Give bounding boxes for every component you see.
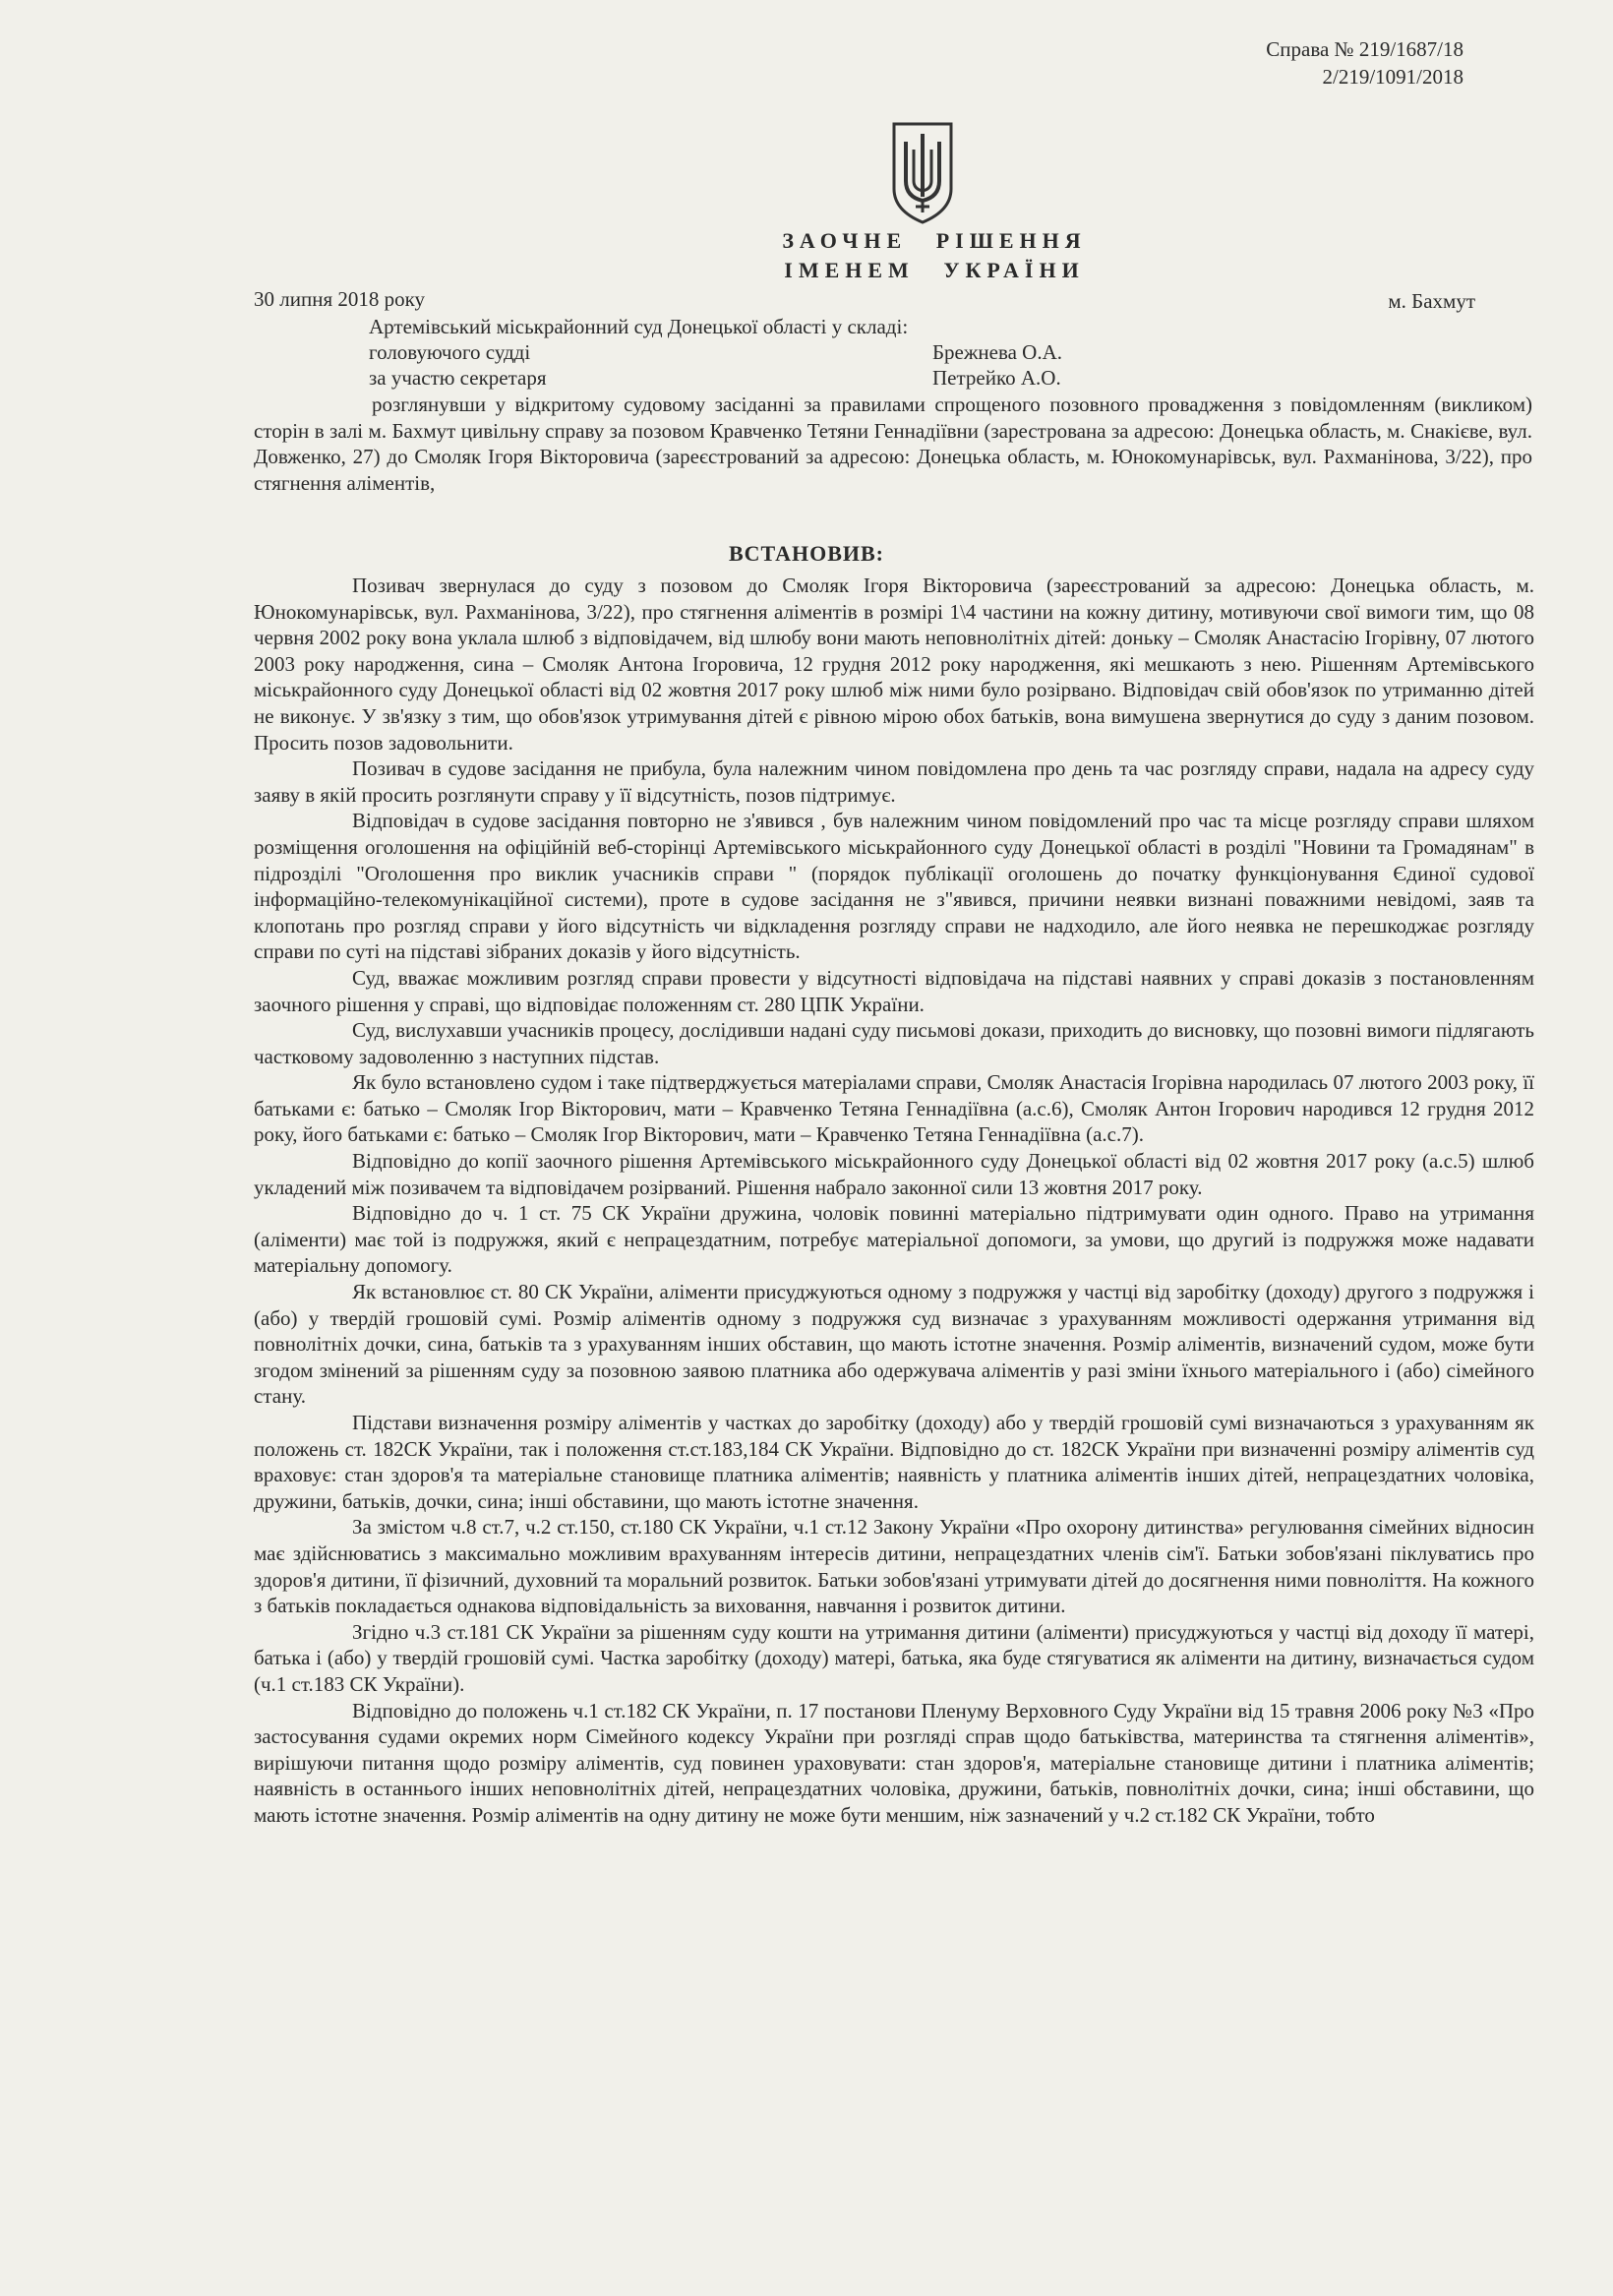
judge-name: Брежнева О.А. <box>932 340 1062 364</box>
proceeding-number: 2/219/1091/2018 <box>1322 65 1464 89</box>
secretary-name: Петрейко А.О. <box>932 366 1061 390</box>
paragraph: Згідно ч.3 ст.181 СК України за рішенням суду кошти на утримання дитини (аліменти) присуджуються у частці від доходу її матері, батька і (або) у твердій грошовій сумі. Частка заробітку (доходу) матері, батька, яка буде стягуватися як аліменти на дитину, визначається судом (ч.1 ст.183 СК України). <box>254 1619 1534 1696</box>
intro-text: розглянувши у відкритому судовому засіданні за правилами спрощеного позовного провадження з повідомленням (викликом) сторін в залі м. Бахмут цивільну справу за позовом Кравченко Тетяни Геннадіївни (зарестрована за адресою: Донецька область, м. Снакієве, вул. Довженко, 27) до Смоляк Ігоря Вікторовича (зареєстрований за адресою: Донецька область, м. Юнокомунарівськ, вул. Рахманінова, 3/22), про стягнення аліментів, <box>254 393 1532 495</box>
decision-city: м. Бахмут <box>1388 289 1475 313</box>
case-number: Справа № 219/1687/18 <box>1266 37 1464 61</box>
judge-label: головуючого судді <box>369 340 531 364</box>
paragraph: Позивач звернулася до суду з позовом до Смоляк Ігоря Вікторовича (зареєстрований за адресою: Донецька область, м. Юнокомунарівськ, вул. Рахманінова, 3/22), про стягнення аліментів в розмірі 1\4 частини на кожну дитину, мотивуючи свої вимоги тим, що 08 червня 2002 року вона уклала шлюб з відповідачем, від шлюбу вони мають неповнолітніх дітей: доньку – Смоляк Анастасію Ігорівну, 07 лютого 2003 року народження, сина – Смоляк Антона Ігоровича, 12 грудня 2012 року народження, які мешкають з нею. Рішенням Артемівського міськрайонного суду Донецької області від 02 жовтня 2017 року шлюб між ними було розірвано. Відповідач свій обов'язок по утриманню дітей не виконує. У зв'язку з тим, що обов'язок утримування дітей є рівною мірою обох батьків, вона вимушена звернутися до суду з даним позовом. Просить позов задовольнити. <box>254 574 1534 755</box>
paragraph: За змістом ч.8 ст.7, ч.2 ст.150, ст.180 СК України, ч.1 ст.12 Закону України «Про охорону дитинства» регулювання сімейних відносин має здійснюватись з максимально можливим врахуванням інтересів дитини, непрацездатних членів сім'ї. Батьки зобов'язані піклуватись про здоров'я дитини, її фізичний, духовний та моральний розвиток. Батьки зобов'язані утримувати дітей до досягнення ними повноліття. На кожного з батьків покладається однакова відповідальність за виховання, навчання і розвиток дитини. <box>254 1515 1534 1618</box>
paragraph: Суд, вислухавши учасників процесу, дослідивши надані суду письмові докази, приходить до висновку, що позовні вимоги підлягають частковому задоволенню з наступних підстав. <box>254 1018 1534 1068</box>
paragraph: Як встановлює ст. 80 СК України, аліменти присуджуються одному з подружжя у частці від заробітку (доходу) другого з подружжя і (або) у твердій грошовій сумі. Розмір аліментів одному з подружжя суд визначає з урахуванням можливості одержання утримання від повнолітніх дочки, сина, батьків та з урахуванням інших обставин, що мають істотне значення. Розмір аліментів, визначений судом, може бути згодом змінений за рішенням суду за позовною заявою платника або одержувача аліментів у разі зміни їхнього матеріального і (або) сімейного стану. <box>254 1280 1534 1409</box>
section-heading: ВСТАНОВИВ: <box>728 541 885 566</box>
paragraph: Позивач в судове засідання не прибула, була належним чином повідомлена про день та час розгляду справи, надала на адресу суду заяву в якій просить розглянути справу у її відсутність, позов підтримує. <box>254 756 1534 807</box>
case-number-block <box>1266 35 1464 91</box>
document-title: ЗАОЧНЕ РІШЕННЯ <box>782 228 1087 253</box>
decision-date: 30 липня 2018 року <box>254 287 426 311</box>
paragraph: Суд, вважає можливим розгляд справи провести у відсутності відповідача на підставі наявних у справі доказів з постановленням заочного рішення у справі, що відповідає положенням ст. 280 ЦПК України. <box>254 965 1534 1016</box>
paragraph: Відповідач в судове засідання повторно не з'явився , був належним чином повідомлений про час та місце розгляду справи шляхом розміщення оголошення на офіційній веб-сторінці Артемівського міськрайонного суду Донецької області в розділі "Новини та Громадянам" в підрозділі "Оголошення про виклик учасників справи " (порядок публікації оголошень до початку функціонування Єдиної судової інформаційно-телекомунікаційної системи), проте в судове засідання не з"явився, причини неявки визнані поважними невідомі, заяв та клопотань про розгляд справи у його відсутність чи відкладення розгляду справи не надходило, але його неявка не перешкоджає розгляду справи по суті на підставі зібраних доказів у його відсутність. <box>254 809 1534 964</box>
secretary-label: за участю секретаря <box>369 366 547 390</box>
paragraph: Як було встановлено судом і таке підтверджується матеріалами справи, Смоляк Анастасія Ігорівна народилась 07 лютого 2003 року, її батьками є: батько – Смоляк Ігор Вікторович, мати – Кравченко Тетяна Геннадіївна (а.с.6), Смоляк Антон Ігорович народився 12 грудня 2012 року, його батьками є: батько – Смоляк Ігор Вікторович, мати – Кравченко Тетяна Геннадіївна (а.с.7). <box>254 1070 1534 1147</box>
court-name: Артемівський міськрайонний суд Донецької області у складі: <box>369 315 909 338</box>
paragraph: Відповідно до ч. 1 ст. 75 СК України дружина, чоловік повинні матеріально підтримувати один одного. Право на утримання (аліменти) має той із подружжя, який є непрацездатним, потребує матеріальної допомоги, за умови, що другий із подружжя може надавати матеріальну допомогу. <box>254 1201 1534 1278</box>
paragraph: Відповідно до положень ч.1 ст.182 СК України, п. 17 постанови Пленуму Верховного Суду України від 15 травня 2006 року №3 «Про застосування судами окремих норм Сімейного кодексу України при розгляді справ щодо батьківства, материнства та стягнення аліментів», вирішуючи питання щодо розміру аліментів, суд повинен ураховувати: стан здоров'я, матеріальне становище дитини і платника аліментів; наявність в останнього інших неповнолітніх дітей, непрацездатних чоловіка, дружини, батьків, повнолітніх дочки, сина; інші обставини, що мають істотне значення. Розмір аліментів на одну дитину не може бути меншим, ніж зазначений у ч.2 ст.182 СК України, тобто <box>254 1698 1534 1827</box>
document-subtitle: ІМЕНЕМ УКРАЇНИ <box>784 258 1085 282</box>
paragraph: Відповідно до копії заочного рішення Артемівського міськрайонного суду Донецької області від 02 жовтня 2017 року (а.с.5) шлюб укладений між позивачем та відповідачем розірваний. Рішення набрало законної сили 13 жовтня 2017 року. <box>254 1149 1534 1199</box>
coat-of-arms-icon <box>888 120 957 226</box>
decision-body <box>254 573 1534 1829</box>
paragraph: Підстави визначення розміру аліментів у частках до заробітку (доходу) або у твердій грошовій сумі визначаються з урахуванням як положень ст. 182СК України, так і положення ст.ст.183,184 СК України. Відповідно до ст. 182СК України при визначенні розміру аліментів суд враховує: стан здоров'я та матеріальне становище платника аліментів; наявність у платника аліментів інших дітей, непрацездатних чоловіка, дружини, батьків, дочки, сина; інші обставини, що мають істотне значення. <box>254 1411 1534 1513</box>
intro-paragraph <box>254 392 1532 496</box>
